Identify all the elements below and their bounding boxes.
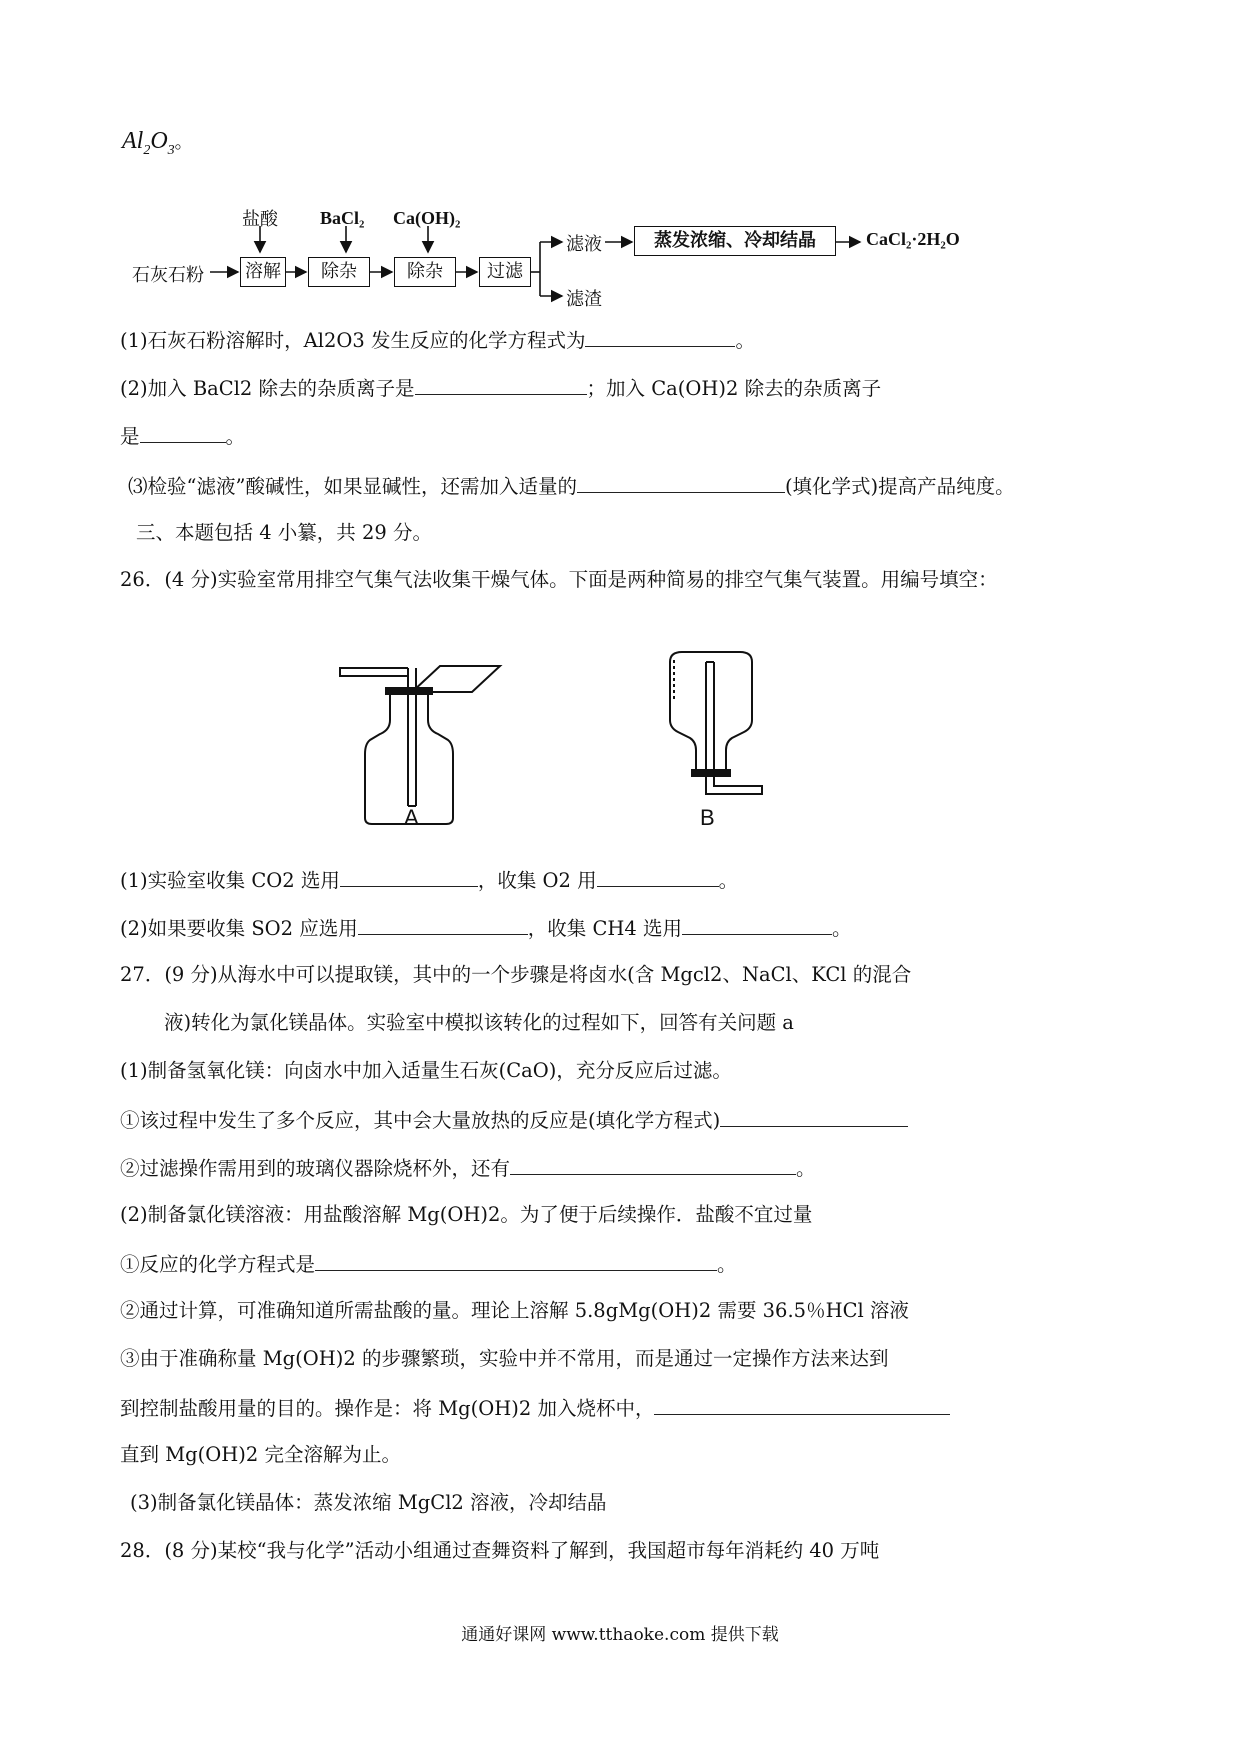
- q27-part3: (3)制备氯化镁晶体：蒸发浓缩 MgCl2 溶液，冷却结晶: [130, 1491, 607, 1514]
- flowchart-step-dissolve: 溶解: [240, 257, 286, 287]
- gas-collection-apparatus: [330, 630, 790, 840]
- q27-stem-2: 液)转化为氯化镁晶体。实验室中模拟该转化的过程如下，回答有关问题 a: [164, 1011, 794, 1034]
- flowchart-step-evaporate: 蒸发浓缩、冷却结晶: [634, 226, 836, 256]
- q27-part2-ii: ②通过计算，可准确知道所需盐酸的量。理论上溶解 5.8gMg(OH)2 需要 36.5％HCl 溶液: [120, 1299, 909, 1322]
- page-footer: 通通好课网 www.tthaoke.com 提供下载: [461, 1625, 779, 1645]
- flowchart-residue: 滤渣: [566, 289, 602, 310]
- q28-stem: 28．(8 分)某校“我与化学”活动小组通过查舞资料了解到，我国超市每年消耗约 40 万吨: [120, 1539, 880, 1562]
- answer-blank[interactable]: [597, 866, 719, 887]
- answer-blank[interactable]: [358, 914, 528, 935]
- flowchart-step-purify-2: 除杂: [394, 257, 456, 287]
- answer-blank[interactable]: [315, 1250, 717, 1271]
- answer-blank[interactable]: [682, 914, 832, 935]
- answer-blank[interactable]: [140, 422, 226, 443]
- q27-part1-ii: ②过滤操作需用到的玻璃仪器除烧杯外，还有 。: [120, 1154, 816, 1182]
- apparatus-a-icon: [340, 666, 500, 824]
- answer-blank[interactable]: [654, 1394, 950, 1415]
- answer-blank[interactable]: [510, 1154, 796, 1175]
- q27-part1-i: ①该过程中发生了多个反应，其中会大量放热的反应是(填化学方程式): [120, 1106, 908, 1134]
- q27-part2: (2)制备氯化镁溶液：用盐酸溶解 Mg(OH)2。为了便于后续操作．盐酸不宜过量: [120, 1203, 813, 1226]
- q27-stem-1: 27．(9 分)从海水中可以提取镁，其中的一个步骤是将卤水(含 Mgcl2、NaCl、KCl 的混合: [120, 963, 912, 986]
- apparatus-b-icon: [670, 652, 762, 794]
- flowchart-start: 石灰石粉: [132, 265, 204, 286]
- q26-part1: (1)实验室收集 CO2 选用 ，收集 O2 用 。: [120, 866, 738, 894]
- answer-blank[interactable]: [340, 866, 478, 887]
- q25-part2: (2)加入 BaCl2 除去的杂质离子是 ；加入 Ca(OH)2 除去的杂质离子: [120, 374, 881, 402]
- flowchart-step-purify-1: 除杂: [308, 257, 370, 287]
- q27-part2-v: 直到 Mg(OH)2 完全溶解为止。: [120, 1443, 401, 1466]
- flowchart-product: CaCl₂·2H₂O: [866, 229, 960, 249]
- section-heading: 三、本题包括 4 小纂，共 29 分。: [136, 521, 433, 544]
- intro-formula: $Al_2O_3$。: [122, 128, 193, 158]
- q26-stem: 26．(4 分)实验室常用排空气集气法收集干燥气体。下面是两种简易的排空气集气装置。用编号填空：: [120, 568, 998, 591]
- apparatus-label-b: B: [700, 805, 715, 830]
- answer-blank[interactable]: [720, 1106, 908, 1127]
- q27-part2-iii: ③由于准确称量 Mg(OH)2 的步骤繁琐，实验中并不常用，而是通过一定操作方法来达到: [120, 1347, 889, 1370]
- apparatus-label-a: A: [404, 805, 419, 830]
- flowchart-step-filter: 过滤: [479, 257, 531, 287]
- q25-part2-cont: 是 。: [120, 422, 245, 450]
- q27-part2-iv: 到控制盐酸用量的目的。操作是：将 Mg(OH)2 加入烧杯中，: [120, 1394, 950, 1422]
- flowchart-filtrate: 滤液: [566, 234, 602, 255]
- answer-blank[interactable]: [585, 326, 735, 347]
- q27-part2-i: ①反应的化学方程式是 。: [120, 1250, 737, 1278]
- q25-part1: (1)石灰石粉溶解时，Al2O3 发生反应的化学方程式为 。: [120, 326, 755, 354]
- q25-part3: ⑶检验“滤液”酸碱性，如果显碱性，还需加入适量的 (填化学式)提高产品纯度。: [128, 472, 1015, 500]
- flowchart-reagent-hcl: 盐酸: [242, 209, 278, 230]
- flowchart-reagent-bacl2: BaCl₂: [320, 208, 365, 228]
- q27-part1: (1)制备氢氧化镁：向卤水中加入适量生石灰(CaO)，充分反应后过滤。: [120, 1059, 732, 1082]
- answer-blank[interactable]: [577, 472, 785, 493]
- q26-part2: (2)如果要收集 SO2 应选用 ，收集 CH4 选用 。: [120, 914, 852, 942]
- flowchart-reagent-caoh2: Ca(OH)₂: [393, 208, 461, 228]
- answer-blank[interactable]: [415, 374, 587, 395]
